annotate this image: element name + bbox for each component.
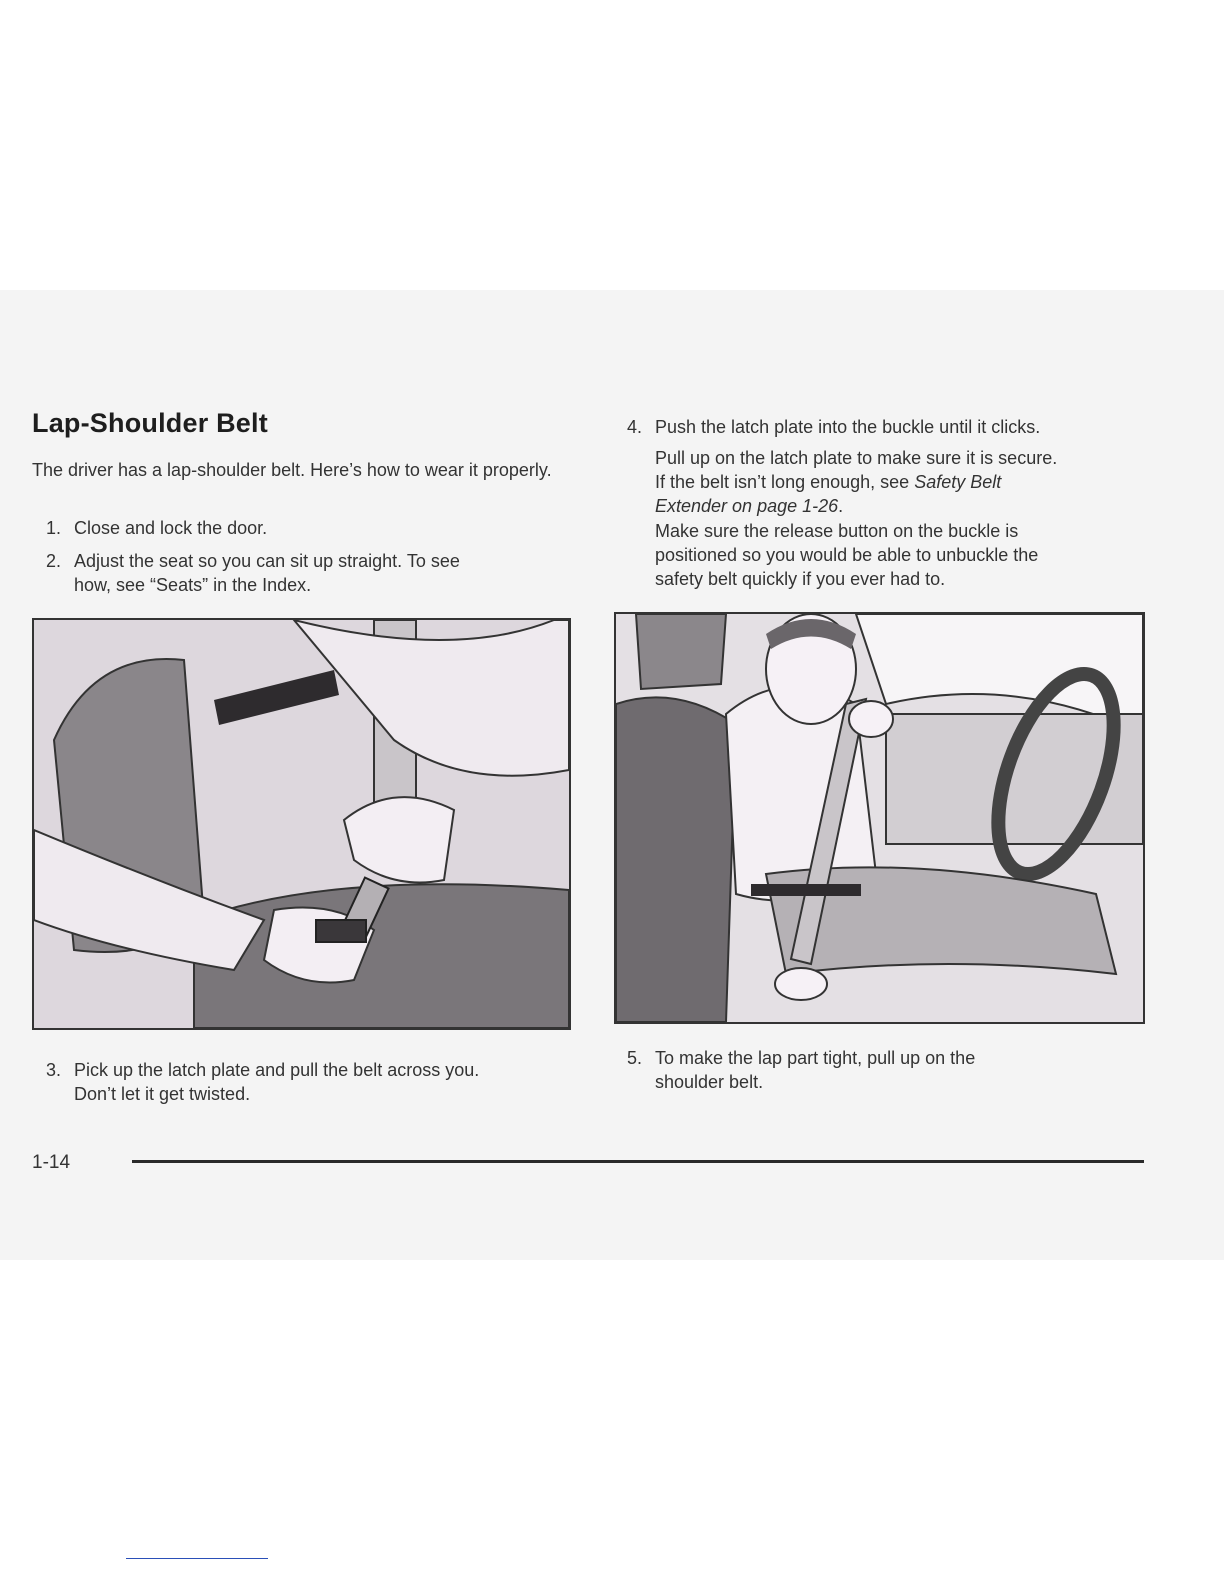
step-text-line: To make the lap part tight, pull up on the (655, 1048, 976, 1068)
period: . (838, 496, 844, 516)
step4-para2-line: Make sure the release button on the buckle is (655, 521, 1019, 541)
step-number: 5. (627, 1048, 643, 1068)
step-text-line: Don’t let it get twisted. (74, 1084, 251, 1104)
step-text-line: shoulder belt. (655, 1072, 764, 1092)
step4-para2-line: positioned so you would be able to unbuckle the (655, 545, 1039, 565)
step-text: Close and lock the door. (74, 518, 268, 538)
intro-paragraph: The driver has a lap-shoulder belt. Here’s how to wear it properly. (32, 460, 552, 480)
step-number: 3. (46, 1060, 62, 1080)
cross-reference-link: Safety Belt (914, 472, 1002, 492)
step-number: 2. (46, 551, 62, 571)
step-number: 1. (46, 518, 62, 538)
step-text-line: how, see “Seats” in the Index. (74, 575, 312, 595)
step4-para2-line: safety belt quickly if you ever had to. (655, 569, 946, 589)
latch-plate-illustration (32, 618, 571, 1030)
footer-rule (132, 1160, 1144, 1163)
step-text-line: Adjust the seat so you can sit up straight. To see (74, 551, 460, 571)
page-number: 1-14 (32, 1152, 71, 1173)
latch-plate-drawing (34, 620, 569, 1028)
cross-reference-link: Extender on page 1-26 (655, 496, 839, 516)
link-underline (126, 1558, 268, 1559)
step-number: 4. (627, 417, 643, 437)
driver-buckling-drawing (616, 614, 1143, 1022)
step-text: Push the latch plate into the buckle until it clicks. (655, 417, 1041, 437)
step4-para1-line (655, 494, 843, 518)
step4-para1-line: Pull up on the latch plate to make sure it is secure. (655, 448, 1058, 468)
step4-para1-line (655, 470, 1001, 494)
step4-para1-text: If the belt isn’t long enough, see (655, 472, 915, 492)
driver-buckling-illustration (614, 612, 1145, 1024)
section-heading: Lap-Shoulder Belt (32, 408, 268, 438)
step-text-line: Pick up the latch plate and pull the belt across you. (74, 1060, 480, 1080)
